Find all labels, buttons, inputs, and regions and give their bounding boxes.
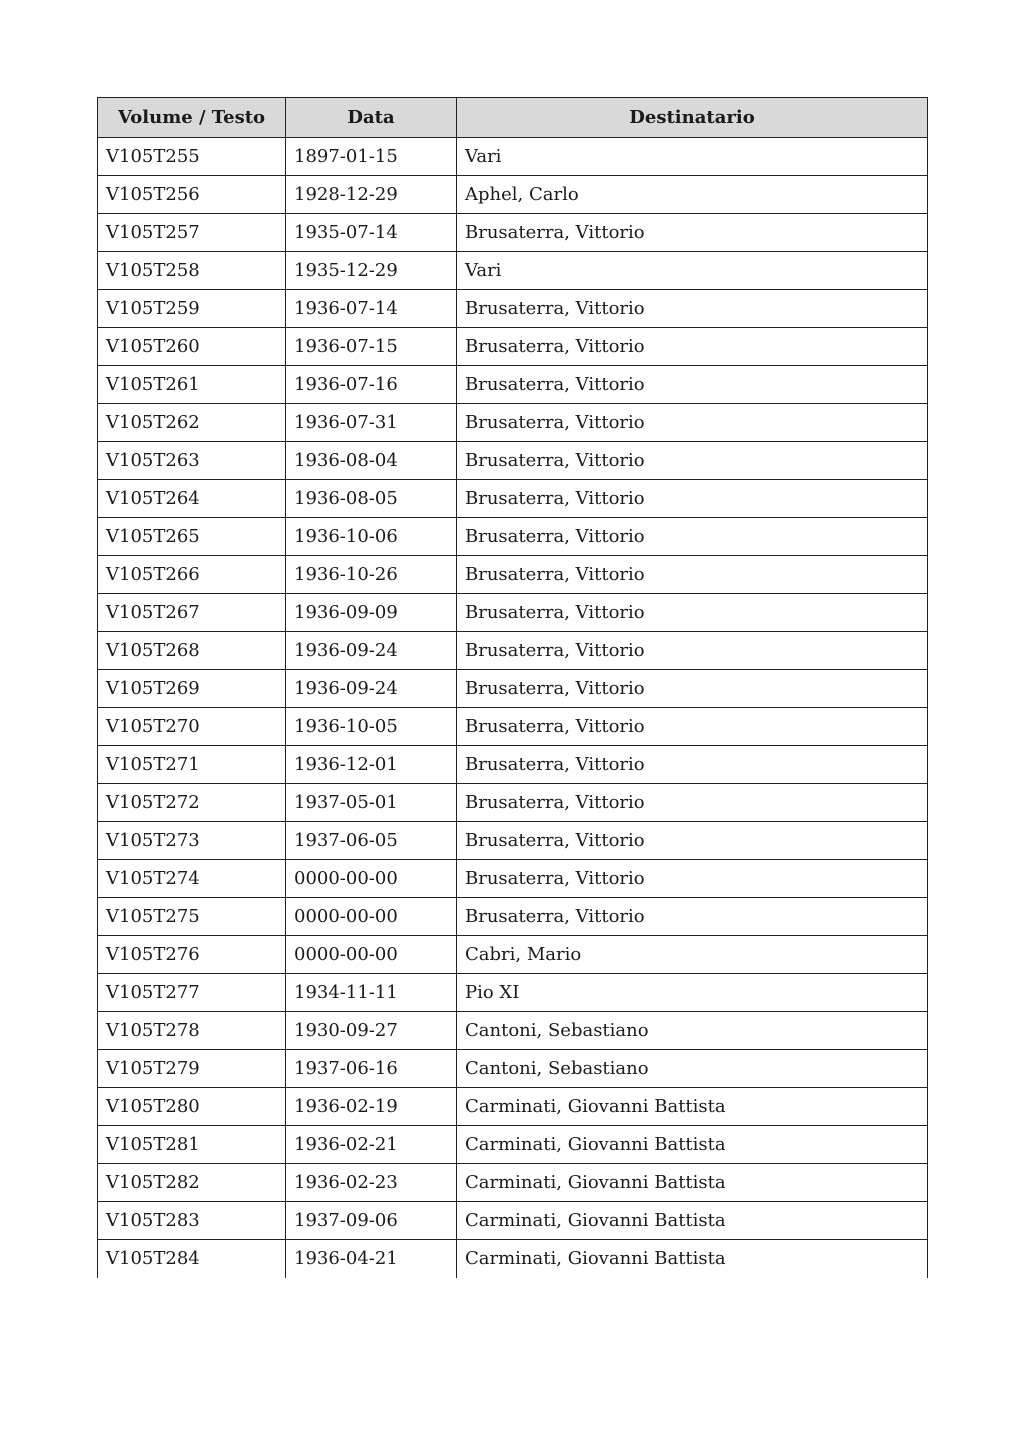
cell-destinatario: Brusaterra, Vittorio (457, 290, 928, 328)
table-row (98, 404, 928, 442)
table-row (98, 1012, 928, 1050)
cell-volume-testo: V105T284 (98, 1240, 286, 1278)
cell-volume-testo: V105T257 (98, 214, 286, 252)
table-row (98, 366, 928, 404)
cell-volume-testo: V105T258 (98, 252, 286, 290)
table-row (98, 1202, 928, 1240)
cell-volume-testo: V105T265 (98, 518, 286, 556)
cell-data: 1930-09-27 (286, 1012, 457, 1050)
cell-data: 1936-08-04 (286, 442, 457, 480)
table-row (98, 1164, 928, 1202)
cell-destinatario: Brusaterra, Vittorio (457, 822, 928, 860)
cell-data: 1936-10-05 (286, 708, 457, 746)
cell-volume-testo: V105T261 (98, 366, 286, 404)
cell-destinatario: Brusaterra, Vittorio (457, 214, 928, 252)
letters-table (97, 97, 928, 1278)
table-header (98, 98, 928, 138)
cell-volume-testo: V105T269 (98, 670, 286, 708)
header-row (98, 98, 928, 138)
cell-volume-testo: V105T268 (98, 632, 286, 670)
cell-data: 1936-09-09 (286, 594, 457, 632)
cell-volume-testo: V105T281 (98, 1126, 286, 1164)
table-row (98, 176, 928, 214)
cell-destinatario: Carminati, Giovanni Battista (457, 1202, 928, 1240)
table-row (98, 556, 928, 594)
cell-destinatario: Brusaterra, Vittorio (457, 480, 928, 518)
cell-destinatario: Vari (457, 138, 928, 176)
cell-volume-testo: V105T273 (98, 822, 286, 860)
table-row (98, 252, 928, 290)
cell-destinatario: Brusaterra, Vittorio (457, 784, 928, 822)
table-row (98, 480, 928, 518)
cell-volume-testo: V105T263 (98, 442, 286, 480)
cell-data: 1937-05-01 (286, 784, 457, 822)
cell-data: 1928-12-29 (286, 176, 457, 214)
table-row (98, 670, 928, 708)
cell-volume-testo: V105T267 (98, 594, 286, 632)
cell-destinatario: Brusaterra, Vittorio (457, 670, 928, 708)
cell-destinatario: Carminati, Giovanni Battista (457, 1164, 928, 1202)
cell-data: 1936-02-21 (286, 1126, 457, 1164)
cell-destinatario: Vari (457, 252, 928, 290)
cell-destinatario: Brusaterra, Vittorio (457, 442, 928, 480)
table-row (98, 822, 928, 860)
table-row (98, 1126, 928, 1164)
table-row (98, 746, 928, 784)
table-row (98, 1088, 928, 1126)
cell-destinatario: Cantoni, Sebastiano (457, 1050, 928, 1088)
cell-volume-testo: V105T255 (98, 138, 286, 176)
cell-volume-testo: V105T272 (98, 784, 286, 822)
cell-data: 1936-07-15 (286, 328, 457, 366)
table-row (98, 898, 928, 936)
table-row (98, 632, 928, 670)
table-row (98, 290, 928, 328)
table-row (98, 860, 928, 898)
cell-destinatario: Brusaterra, Vittorio (457, 518, 928, 556)
table-row (98, 936, 928, 974)
cell-data: 0000-00-00 (286, 936, 457, 974)
cell-data: 1937-06-05 (286, 822, 457, 860)
cell-volume-testo: V105T262 (98, 404, 286, 442)
cell-volume-testo: V105T274 (98, 860, 286, 898)
cell-volume-testo: V105T266 (98, 556, 286, 594)
header-destinatario: Destinatario (457, 98, 928, 138)
table-row (98, 328, 928, 366)
table-row (98, 708, 928, 746)
cell-volume-testo: V105T282 (98, 1164, 286, 1202)
cell-data: 1936-09-24 (286, 670, 457, 708)
table-row (98, 518, 928, 556)
cell-data: 1897-01-15 (286, 138, 457, 176)
cell-data: 1936-07-16 (286, 366, 457, 404)
cell-destinatario: Brusaterra, Vittorio (457, 898, 928, 936)
table-row (98, 1240, 928, 1278)
cell-data: 1936-02-19 (286, 1088, 457, 1126)
table-row (98, 138, 928, 176)
cell-data: 0000-00-00 (286, 898, 457, 936)
cell-destinatario: Brusaterra, Vittorio (457, 556, 928, 594)
cell-data: 1935-07-14 (286, 214, 457, 252)
table-row (98, 442, 928, 480)
cell-destinatario: Brusaterra, Vittorio (457, 594, 928, 632)
cell-volume-testo: V105T279 (98, 1050, 286, 1088)
document-page (97, 97, 927, 1278)
table-row (98, 784, 928, 822)
cell-data: 0000-00-00 (286, 860, 457, 898)
cell-destinatario: Pio XI (457, 974, 928, 1012)
table-row (98, 214, 928, 252)
cell-data: 1937-06-16 (286, 1050, 457, 1088)
cell-volume-testo: V105T280 (98, 1088, 286, 1126)
cell-destinatario: Carminati, Giovanni Battista (457, 1240, 928, 1278)
cell-data: 1936-12-01 (286, 746, 457, 784)
table-row (98, 1050, 928, 1088)
cell-destinatario: Brusaterra, Vittorio (457, 328, 928, 366)
cell-data: 1934-11-11 (286, 974, 457, 1012)
cell-volume-testo: V105T270 (98, 708, 286, 746)
cell-destinatario: Carminati, Giovanni Battista (457, 1126, 928, 1164)
cell-volume-testo: V105T256 (98, 176, 286, 214)
cell-data: 1936-10-26 (286, 556, 457, 594)
cell-volume-testo: V105T271 (98, 746, 286, 784)
cell-data: 1936-09-24 (286, 632, 457, 670)
cell-data: 1936-04-21 (286, 1240, 457, 1278)
cell-volume-testo: V105T259 (98, 290, 286, 328)
table-row (98, 594, 928, 632)
cell-data: 1936-08-05 (286, 480, 457, 518)
table-body (98, 138, 928, 1278)
cell-destinatario: Cabri, Mario (457, 936, 928, 974)
cell-volume-testo: V105T276 (98, 936, 286, 974)
cell-volume-testo: V105T278 (98, 1012, 286, 1050)
cell-data: 1937-09-06 (286, 1202, 457, 1240)
cell-destinatario: Brusaterra, Vittorio (457, 366, 928, 404)
cell-destinatario: Carminati, Giovanni Battista (457, 1088, 928, 1126)
cell-destinatario: Brusaterra, Vittorio (457, 746, 928, 784)
cell-destinatario: Brusaterra, Vittorio (457, 860, 928, 898)
header-data: Data (286, 98, 457, 138)
table-row (98, 974, 928, 1012)
cell-volume-testo: V105T264 (98, 480, 286, 518)
header-volume-testo: Volume / Testo (98, 98, 286, 138)
cell-destinatario: Brusaterra, Vittorio (457, 632, 928, 670)
cell-data: 1936-10-06 (286, 518, 457, 556)
cell-destinatario: Cantoni, Sebastiano (457, 1012, 928, 1050)
cell-data: 1936-07-14 (286, 290, 457, 328)
cell-data: 1936-07-31 (286, 404, 457, 442)
cell-data: 1936-02-23 (286, 1164, 457, 1202)
cell-volume-testo: V105T277 (98, 974, 286, 1012)
cell-destinatario: Brusaterra, Vittorio (457, 404, 928, 442)
cell-volume-testo: V105T275 (98, 898, 286, 936)
cell-destinatario: Aphel, Carlo (457, 176, 928, 214)
cell-volume-testo: V105T283 (98, 1202, 286, 1240)
cell-destinatario: Brusaterra, Vittorio (457, 708, 928, 746)
cell-volume-testo: V105T260 (98, 328, 286, 366)
cell-data: 1935-12-29 (286, 252, 457, 290)
